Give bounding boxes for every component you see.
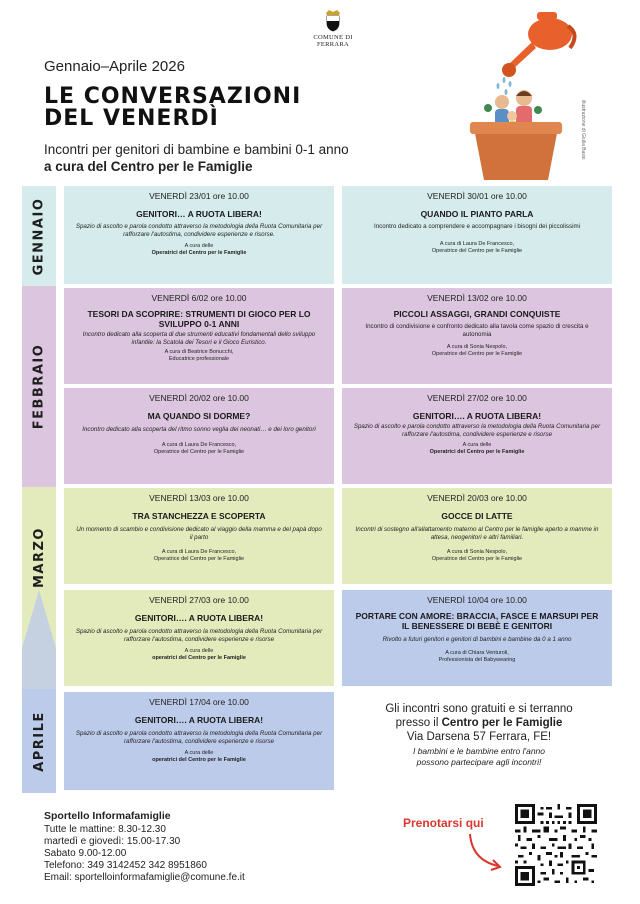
event-card-1303 bbox=[64, 488, 334, 584]
event-title: GENITORI…. A RUOTA LIBERA! bbox=[134, 715, 264, 725]
event-card-2301 bbox=[64, 186, 334, 284]
event-organization: Operatrici del Centro per le Famiglie bbox=[429, 449, 525, 455]
event-date: VENERDÌ 6/02 ore 10.00 bbox=[151, 293, 247, 303]
sportello-phone[interactable]: Telefono: 349 3142452 342 8951860 bbox=[44, 860, 207, 871]
event-description: Incontro dedicato alla scoperta del ritmo sonno veglia dei neonati… e dei loro genitori bbox=[82, 426, 316, 433]
event-description: Incontro di condivisione e confronto dedicato alla tavola come spazio di crescita e autonomia bbox=[365, 323, 589, 338]
event-title: GOCCE DI LATTE bbox=[441, 511, 513, 521]
event-organization: Operatrice del Centro per le Famiglie bbox=[431, 247, 523, 254]
arrow-icon bbox=[466, 832, 506, 874]
event-organization: Operatrice del Centro per le Famiglie bbox=[153, 448, 245, 455]
sportello-email[interactable]: Email: sportelloinformafamiglie@comune.fe.it bbox=[44, 872, 245, 883]
event-title: MA QUANDO SI DORME? bbox=[147, 411, 251, 421]
info-line-2-prefix: presso il bbox=[395, 717, 439, 729]
page-title bbox=[44, 86, 301, 130]
month-label-april bbox=[22, 689, 56, 793]
event-organization: operatrici del Centro per le Famiglie bbox=[152, 757, 246, 763]
month-label-january bbox=[22, 186, 56, 286]
event-date: VENERDÌ 23/01 ore 10.00 bbox=[149, 191, 249, 201]
event-title: QUANDO IL PIANTO PARLA bbox=[420, 209, 534, 219]
event-description: Incontri di sostegno all'allattamento materno al Centro per le famiglie aperto a mamme in attesa, neogenitori e altri familiari. bbox=[355, 526, 599, 541]
info-line-4: I bambini e le bambine entro l'anno bbox=[412, 746, 546, 756]
crest-icon bbox=[324, 8, 342, 32]
event-curator: A cura di Laura De Francesco, bbox=[161, 549, 237, 555]
month-label-text: GENNAIO bbox=[31, 197, 47, 275]
event-title: PORTARE CON AMORE: BRACCIA, FASCE E MARSUPI PER IL BENESSERE DI BEBÈ E GENITORI bbox=[355, 611, 599, 631]
booking-qr-code[interactable] bbox=[515, 804, 597, 886]
illustration-credit: illustrazione di Giulia Bassi bbox=[580, 100, 586, 160]
event-title: GENITORI… A RUOTA LIBERA! bbox=[136, 209, 262, 219]
event-title: TRA STANCHEZZA E SCOPERTA bbox=[132, 511, 266, 521]
sportello-info bbox=[44, 810, 245, 884]
booking-label: Prenotarsi qui bbox=[403, 816, 484, 830]
info-address: Via Darsena 57 Ferrara, FE! bbox=[406, 731, 552, 743]
event-card-1004 bbox=[342, 590, 612, 686]
event-title: GENITORI…. A RUOTA LIBERA! bbox=[134, 613, 264, 623]
event-card-2703 bbox=[64, 590, 334, 686]
event-description: Incontro dedicato a comprendere e accompagnare i bisogni dei piccolissimi bbox=[373, 223, 581, 230]
event-date: VENERDÌ 27/02 ore 10.00 bbox=[427, 393, 527, 403]
subtitle: Incontri per genitori di bambine e bambini 0-1 anno bbox=[44, 142, 349, 157]
event-date: VENERDÌ 13/03 ore 10.00 bbox=[149, 493, 249, 503]
event-organization: Professionista del Babywearing bbox=[438, 656, 516, 663]
month-label-february bbox=[22, 286, 56, 487]
event-curator: A cura di Laura De Francesco, bbox=[439, 240, 515, 247]
event-curator: A cura di Sonia Nespolo, bbox=[446, 549, 508, 555]
event-card-1302 bbox=[342, 288, 612, 384]
comune-logo bbox=[298, 8, 368, 48]
event-date: VENERDÌ 27/03 ore 10.00 bbox=[149, 595, 249, 605]
event-card-0602 bbox=[64, 288, 334, 384]
event-title: GENITORI…. A RUOTA LIBERA! bbox=[412, 411, 542, 421]
event-title: PICCOLI ASSAGGI, GRANDI CONQUISTE bbox=[393, 309, 561, 319]
month-label-text: MARZO bbox=[31, 526, 47, 588]
month-label-text: FEBBRAIO bbox=[31, 343, 47, 430]
event-curator: A cura delle bbox=[184, 243, 214, 249]
sportello-hours-afternoon: martedì e giovedì: 15.00-17.30 bbox=[44, 836, 181, 847]
event-curator: A cura di Sonia Nespolo, bbox=[446, 344, 508, 350]
date-range: Gennaio–Aprile 2026 bbox=[44, 58, 185, 75]
info-line-5: possono partecipare agli incontri! bbox=[416, 757, 542, 767]
event-organization: Operatrici del Centro per le Famiglie bbox=[151, 250, 247, 256]
event-description: Spazio di ascolto e parola condotto attraverso la metodologia della Ruota Comunitaria per rafforzare l'autostima, condividere esperienze e risorse bbox=[75, 730, 323, 745]
event-card-2702 bbox=[342, 388, 612, 484]
event-description: Un momento di scambio e condivisione dedicato al viaggio della mamma e del papà dopo il parto bbox=[76, 526, 322, 541]
month-label-march bbox=[22, 487, 56, 627]
event-date: VENERDÌ 20/03 ore 10.00 bbox=[427, 493, 527, 503]
event-organization: Operatrice del Centro per le Famiglie bbox=[431, 351, 523, 357]
info-note bbox=[348, 702, 610, 768]
event-date: VENERDÌ 20/02 ore 10.00 bbox=[149, 393, 249, 403]
title-line-2: DEL VENERDÌ bbox=[44, 106, 219, 131]
event-curator: A cura delle bbox=[184, 750, 214, 756]
event-date: VENERDÌ 13/02 ore 10.00 bbox=[427, 293, 527, 303]
event-organization: Operatrice del Centro per le Famiglie bbox=[431, 556, 523, 562]
info-line-1: Gli incontri sono gratuiti e si terranno bbox=[385, 703, 573, 715]
event-card-3001 bbox=[342, 186, 612, 284]
sportello-hours-morning: Tutte le mattine: 8.30-12.30 bbox=[44, 824, 166, 835]
event-curator: A cura di Beatrice Bonucchi, bbox=[164, 349, 234, 355]
event-card-1704 bbox=[64, 692, 334, 790]
title-line-1: LE CONVERSAZIONI bbox=[44, 84, 302, 109]
sportello-heading: Sportello Informafamiglie bbox=[44, 810, 171, 822]
info-venue: Centro per le Famiglie bbox=[441, 717, 563, 729]
event-card-2003 bbox=[342, 488, 612, 584]
event-curator: A cura delle bbox=[184, 648, 214, 654]
family-pot-illustration bbox=[452, 4, 582, 184]
event-organization: operatrici del Centro per le Famiglie bbox=[152, 655, 246, 661]
sportello-hours-saturday: Sabato 9.00-12.00 bbox=[44, 848, 127, 859]
event-date: VENERDÌ 30/01 ore 10.00 bbox=[427, 191, 527, 201]
event-curator: A cura di Laura De Francesco, bbox=[161, 441, 237, 448]
month-label-text: APRILE bbox=[31, 710, 47, 772]
event-description: Spazio di ascolto e parola condotto attraverso la metodologia della Ruota Comunitaria per rafforzare l'autostima, condividere esperienze e risorse. bbox=[75, 223, 323, 238]
info-line-2 bbox=[348, 716, 610, 730]
event-title: TESORI DA SCOPRIRE: STRUMENTI DI GIOCO PER LO SVILUPPO 0-1 ANNI bbox=[87, 309, 311, 329]
logo-text: COMUNE DI FERRARA bbox=[313, 34, 353, 48]
event-date: VENERDÌ 10/04 ore 10.00 bbox=[427, 595, 527, 605]
event-curator: A cura delle bbox=[462, 442, 492, 448]
event-organization: Operatrice del Centro per le Famiglie bbox=[153, 556, 245, 562]
watering-can-icon bbox=[502, 12, 575, 77]
event-card-2002 bbox=[64, 388, 334, 484]
event-date: VENERDÌ 17/04 ore 10.00 bbox=[149, 697, 249, 707]
event-description: Incontro dedicato alla scoperta di due strumenti educativi fondamentali dello sviluppo infantile: la Scatola dei Tesori e il Gioco Euristico. bbox=[82, 331, 316, 346]
event-curator: A cura di Chiara Venturoli, bbox=[445, 649, 509, 656]
subtitle-organizer: a cura del Centro per le Famiglie bbox=[44, 159, 253, 174]
event-description: Spazio di ascolto e parola condotto attraverso la metodologia della Ruota Comunitaria per rafforzare l'autostima, condividere esperienze e risorse bbox=[75, 628, 323, 643]
event-organization: Educatrice professionale bbox=[168, 356, 230, 362]
event-description: Rivolto a futuri genitori e genitori di bambini e bambine da 0 a 1 anno bbox=[382, 636, 572, 643]
event-description: Spazio di ascolto e parola condotto attraverso la metodologia della Ruota Comunitaria per rafforzare l'autostima, condividere esperienze e risorse bbox=[353, 423, 601, 438]
